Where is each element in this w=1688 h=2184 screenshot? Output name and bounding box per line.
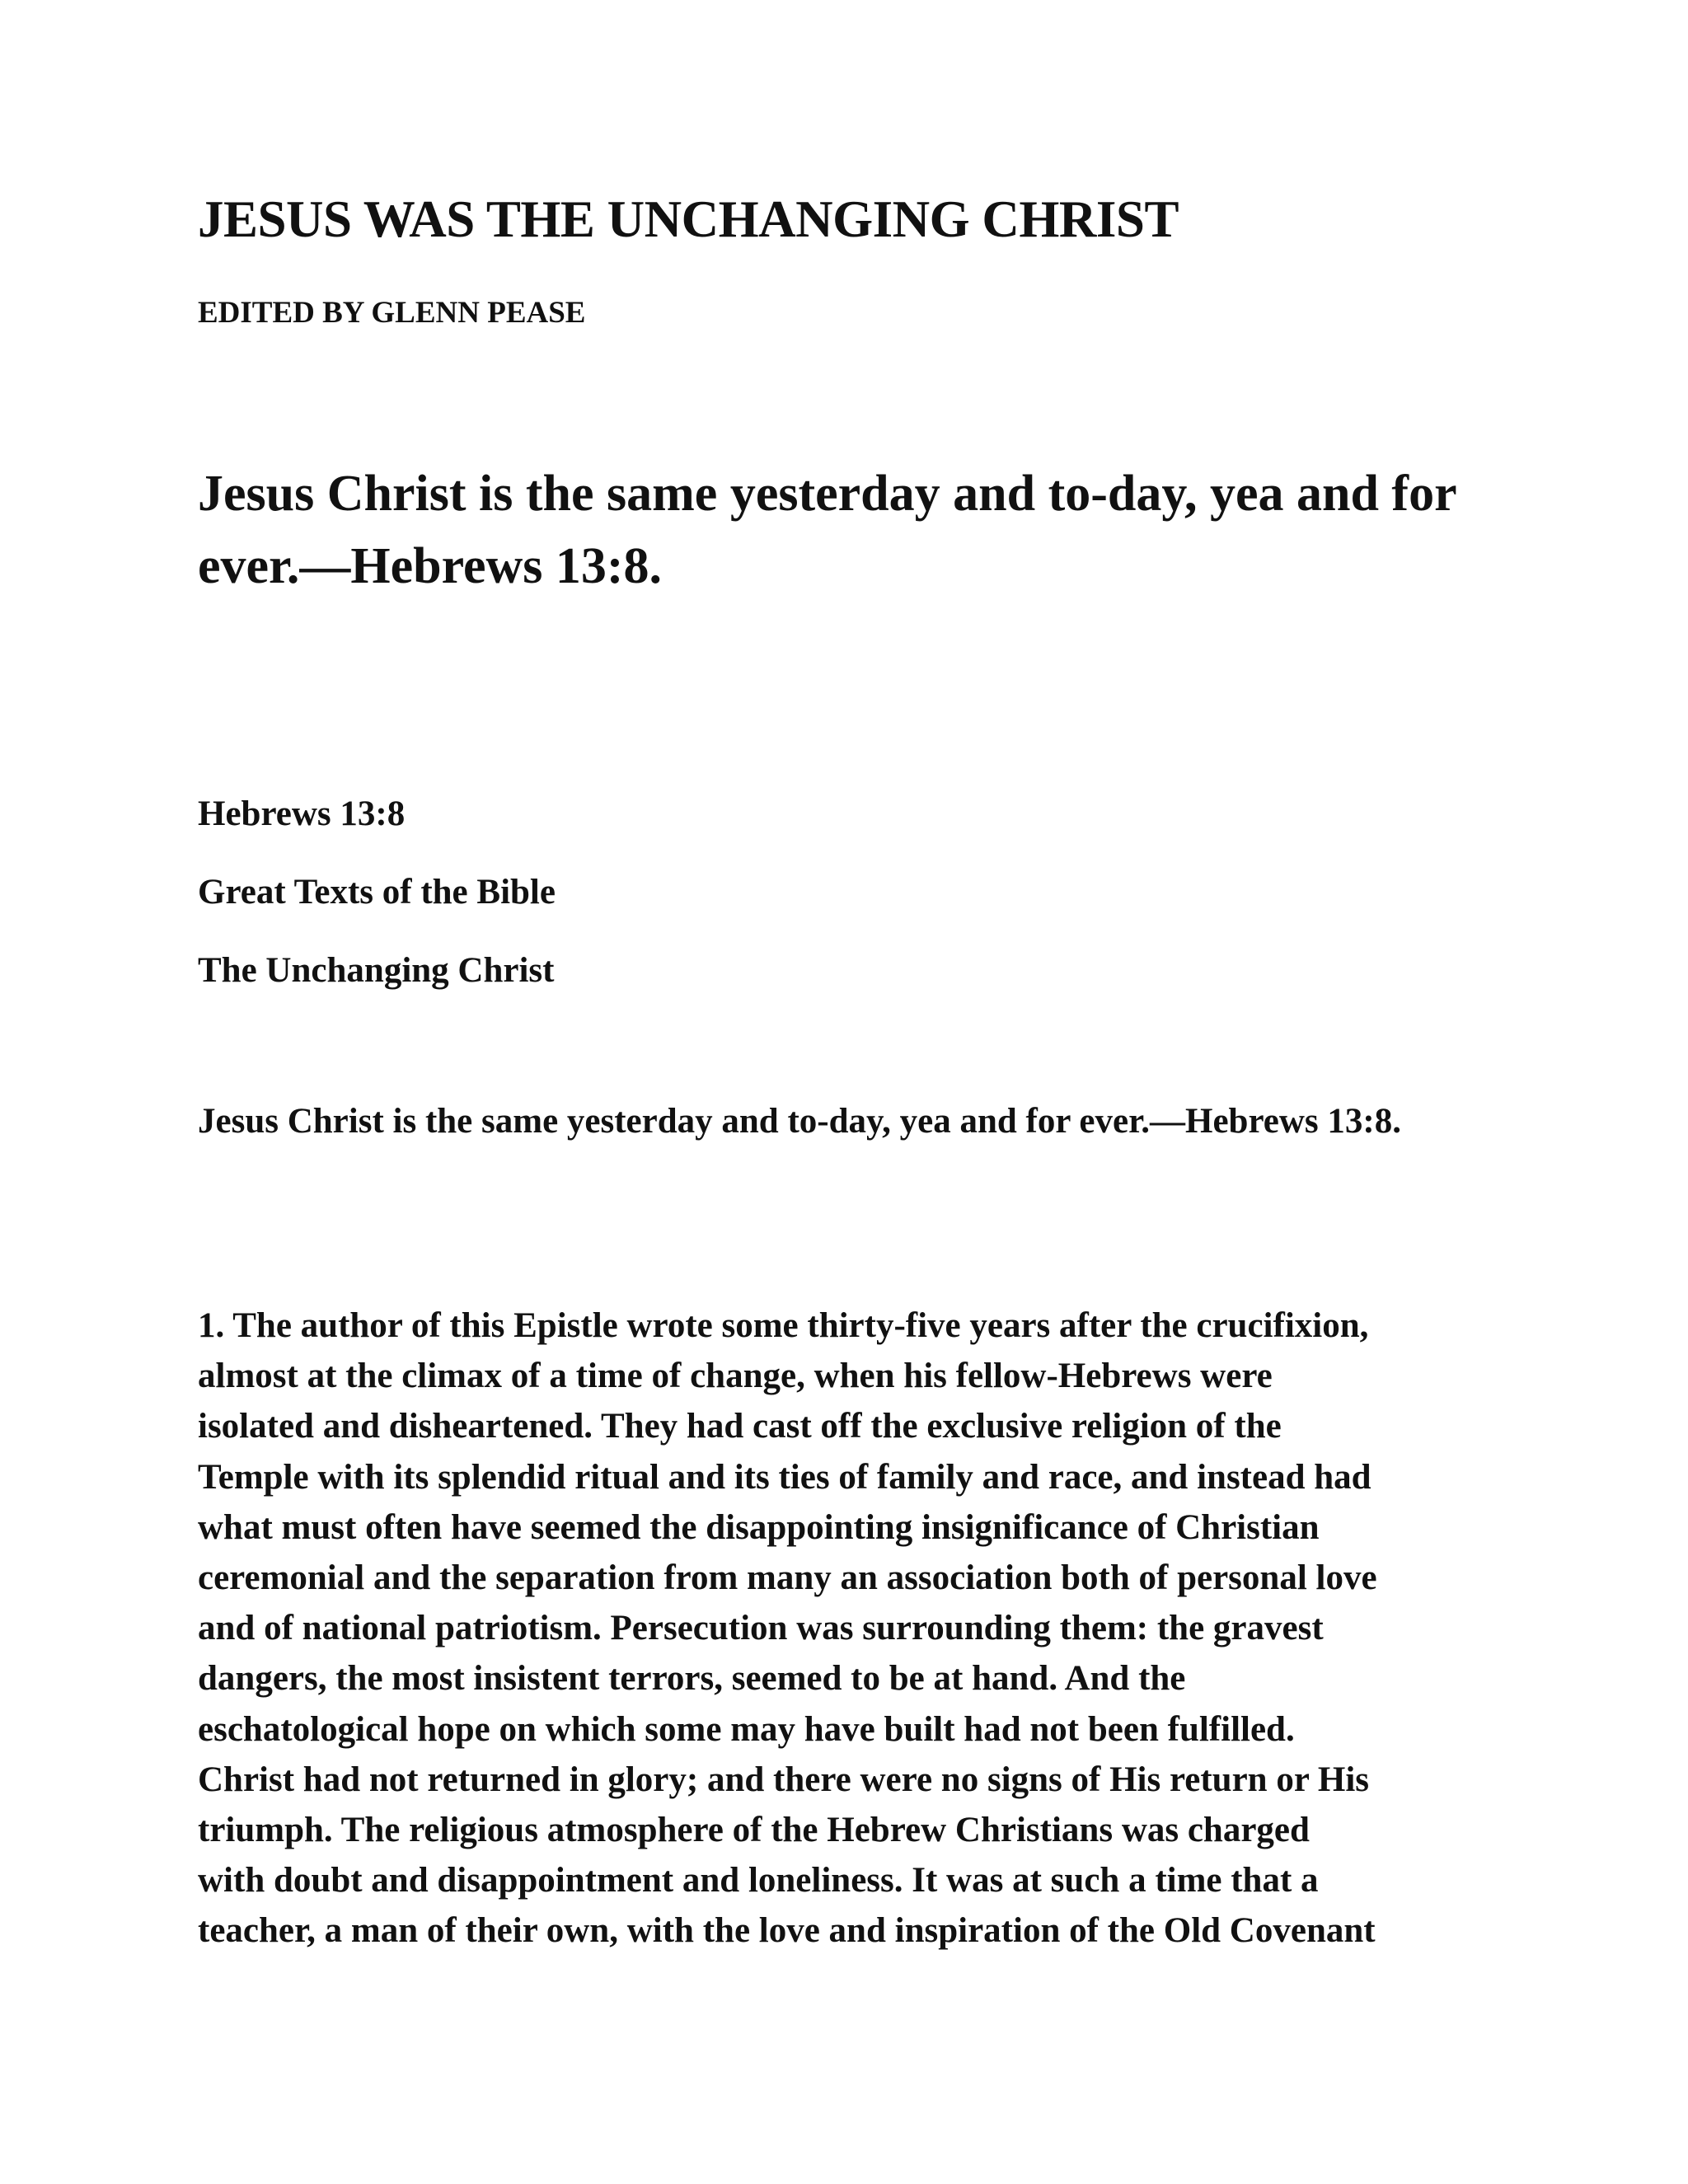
editor-credit: EDITED BY GLENN PEASE: [198, 296, 586, 330]
paragraph-line: teacher, a man of their own, with the love and inspiration of the Old Covenant: [198, 1911, 1376, 1951]
paragraph-line: eschatological hope on which some may have built had not been fulfilled.: [198, 1709, 1295, 1749]
paragraph-line: what must often have seemed the disappointing insignificance of Christian: [198, 1507, 1320, 1547]
document-page: [198, 0, 1500, 2184]
paragraph-line: ceremonial and the separation from many an association both of personal love: [198, 1558, 1377, 1598]
body-paragraph: [198, 1301, 1488, 1957]
text-quote: Jesus Christ is the same yesterday and to-day, yea and for ever.—Hebrews 13:8.: [198, 1102, 1401, 1141]
paragraph-line: triumph. The religious atmosphere of the Hebrew Christians was charged: [198, 1811, 1310, 1850]
paragraph-line: with doubt and disappointment and loneliness. It was at such a time that a: [198, 1861, 1319, 1900]
paragraph-line: dangers, the most insistent terrors, seemed to be at hand. And the: [198, 1659, 1186, 1699]
scripture-heading: Jesus Christ is the same yesterday and to-day, yea and for ever.—Hebrews 13:8.: [198, 466, 1456, 594]
paragraph-line: and of national patriotism. Persecution was surrounding them: the gravest: [198, 1609, 1324, 1648]
paragraph-line: Temple with its splendid ritual and its ties of family and race, and instead had: [198, 1457, 1372, 1497]
paragraph-line: Christ had not returned in glory; and there were no signs of His return or His: [198, 1760, 1370, 1799]
paragraph-line: 1. The author of this Epistle wrote some thirty-five years after the crucifixion,: [198, 1306, 1369, 1345]
source-title: Great Texts of the Bible: [198, 873, 556, 912]
paragraph-line: almost at the climax of a time of change, when his fellow-Hebrews were: [198, 1357, 1273, 1396]
sermon-title: The Unchanging Christ: [198, 951, 555, 990]
scripture-reference: Hebrews 13:8: [198, 794, 406, 833]
paragraph-line: isolated and disheartened. They had cast off the exclusive religion of the: [198, 1407, 1282, 1446]
document-title: JESUS WAS THE UNCHANGING CHRIST: [198, 190, 1179, 248]
